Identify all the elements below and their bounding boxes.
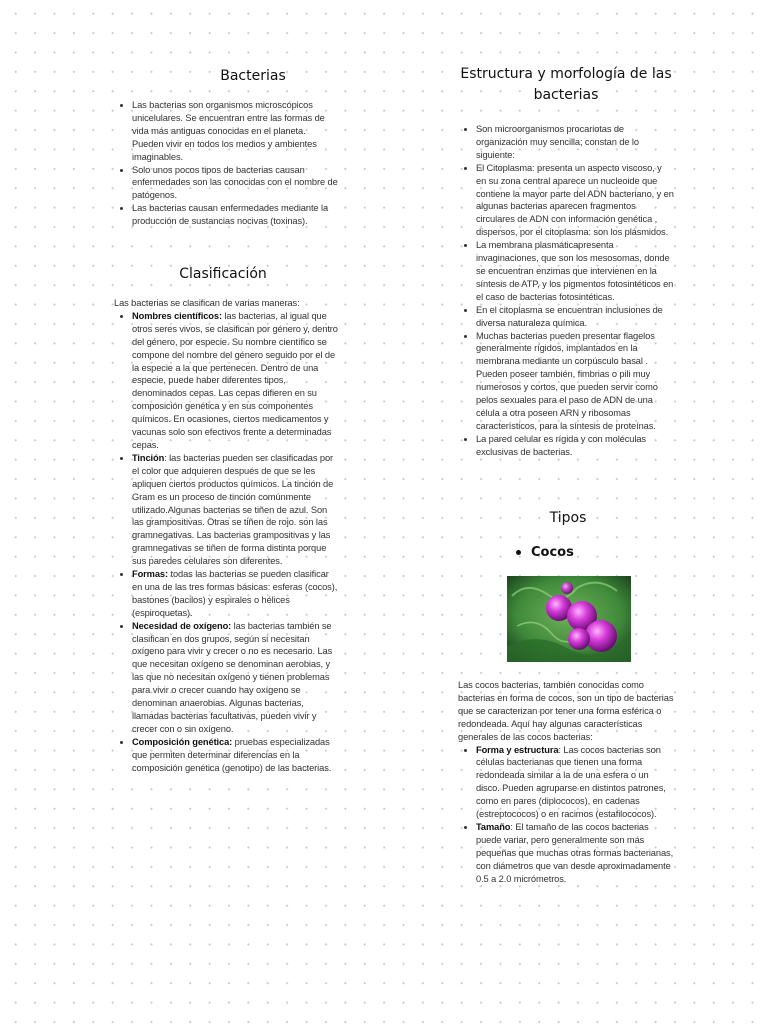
term: Nombres científicos:	[132, 310, 222, 321]
list-item	[132, 736, 338, 775]
list-item: • Solo unos pocos tipos de bacterias causan enfermedades son las conocidas con el nombre de patógenos.	[132, 164, 338, 203]
section-title-estructura: Estructura y morfología de las bacterias	[460, 66, 672, 103]
list-item: • El Citoplasma: presenta un aspecto viscoso, y en su zona central aparece un nucleoide que contiene la mayor parte del ADN bacteriano, y en algunas bacterias aparecen fragmentos circulares de ADN con información genética , dispersos, por el citoplasma: son los plásmidos.	[476, 162, 674, 239]
estructura-list	[458, 123, 674, 459]
cocos-heading-label: Cocos	[531, 545, 574, 560]
list-item: • Las bacterias son organismos microscópicos unicelulares. Se encuentran entre las formas de vida más antiguas conocidas en el planeta. Pueden vivir en todos los medios y ambientes imaginables.	[132, 99, 338, 164]
list-item	[132, 452, 338, 568]
definition: todas las bacterias se pueden clasificar en una de las tres formas básicas: esferas (cocos), bastones (bacilos) y espirales o hélices (espiroquetas).	[132, 569, 338, 618]
section-title-clasificacion: Clasificación	[179, 266, 267, 282]
bacterias-section	[114, 99, 338, 228]
definition: : Las cocos bacterias son células bacterianas que tienen una forma redondeada similar a la de una esfera o un disco. Pueden agruparse en distintos patrones, como en pares (diplococos), en cadenas (estreptococos) o en racimos (estafilococos).	[476, 744, 666, 820]
estructura-section	[458, 123, 674, 459]
cocos-list	[458, 744, 674, 886]
list-item: • La pared celular es rígida y con moléculas exclusivas de bacterias.	[476, 433, 674, 459]
cocos-intro: Las cocos bacterias, también conocidas como bacterias en forma de cocos, son un tipo de bacterias que se caracterizan por tener una forma esférica o redondeada. Aquí hay algunas características generales de las cocos bacterias:	[458, 680, 674, 742]
term: Tamaño	[476, 821, 511, 832]
cocos-heading	[516, 545, 574, 560]
cocci-micrograph-icon	[507, 576, 631, 662]
term: Tinción	[132, 452, 165, 463]
list-item	[132, 568, 338, 620]
list-item: • En el citoplasma se encuentran inclusiones de diversa naturaleza química.	[476, 304, 674, 330]
list-item	[132, 310, 338, 452]
list-item	[476, 821, 674, 886]
bullet-icon	[516, 550, 521, 555]
list-item	[476, 744, 674, 821]
clasificacion-section	[114, 297, 338, 775]
definition: las bacterias también se clasifican en dos grupos, según si necesitan oxígeno para vivir y crecer o no es necesario. Las que necesitan oxígeno se denominan aerobias, y las que no necesitan oxígeno y tienen problemas para vivir o crecer cuando hay oxígeno se denominan anaerobias. Algunas bacterias, llamadas bacterias facultativas, pueden vivir y crecer con o sin oxígeno.	[132, 620, 333, 734]
definition: : El tamaño de las cocos bacterias puede variar, pero generalmente son más pequeñas que muchas otras formas bacterianas, con diámetros que van desde aproximadamente 0.5 a 2.0 micrómetros.	[476, 821, 674, 884]
cocci-micrograph-image	[507, 576, 631, 662]
clasificacion-list	[114, 310, 338, 775]
list-item: • La membrana plasmáticapresenta invaginaciones, que son los mesosomas, donde se encuentran enzimas que intervienen en la síntesis de ATP, y los pigmentos fotosintéticos en el caso de bacterias fotosintéticas.	[476, 239, 674, 304]
list-item: • Las bacterias causan enfermedades mediante la producción de sustancias nocivas (toxinas).	[132, 202, 338, 228]
definition: las bacterias, al igual que otros seres vivos, se clasifican por género y, dentro del género, por especie. Su nombre científico se compone del nombre del género seguido por el de la especie a la que pertenecen. Dentro de una especie, puede haber diferentes tipos, denominados cepas. Las cepas difieren en su composición genética y en sus componentes químicos. En ocasiones, ciertos medicamentos y vacunas solo son efectivos frente a determinadas cepas.	[132, 310, 338, 450]
term: Necesidad de oxígeno:	[132, 620, 232, 631]
term: Formas:	[132, 569, 168, 580]
cocos-section	[458, 679, 674, 886]
section-title-tipos: Tipos	[549, 510, 587, 526]
term: Composición genética:	[132, 736, 233, 747]
term: Forma y estructura	[476, 744, 559, 755]
definition: pruebas especializadas que permiten determinar diferencias en la composición genética (genotipo) de las bacterias.	[132, 736, 332, 773]
list-item: • Son microorganismos procariotas de organización muy sencilla; constan de lo siguiente:	[476, 123, 674, 162]
list-item: • Muchas bacterias pueden presentar flagelos generalmente rígidos, implantados en la membrana mediante un corpúsculo basal . Pueden poseer también, fimbrias o pili muy numerosos y cortos, que pueden servir como pelos sexuales para el paso de ADN de una célula a otra poseen ARN y ribosomas característicos, para la síntesis de proteínas.	[476, 330, 674, 433]
definition: : las bacterias pueden ser clasificadas por el color que adquieren después de que se les apliquen ciertos productos químicos. La tinción de Gram es un proceso de tinción comúnmente utilizado.Algunas bacterias se tiñen de azul. Son las grampositivas. Otras se tiñen de rojo. son las gramnegativas. Las bacterias grampositivas y las gramnegativas se tiñen de forma distinta porque sus paredes celulares son diferentes.	[132, 452, 334, 567]
section-title-bacterias: Bacterias	[220, 68, 286, 84]
bacterias-list	[114, 99, 338, 228]
list-item	[132, 620, 338, 736]
clasificacion-intro: Las bacterias se clasifican de varias maneras:	[114, 298, 300, 308]
